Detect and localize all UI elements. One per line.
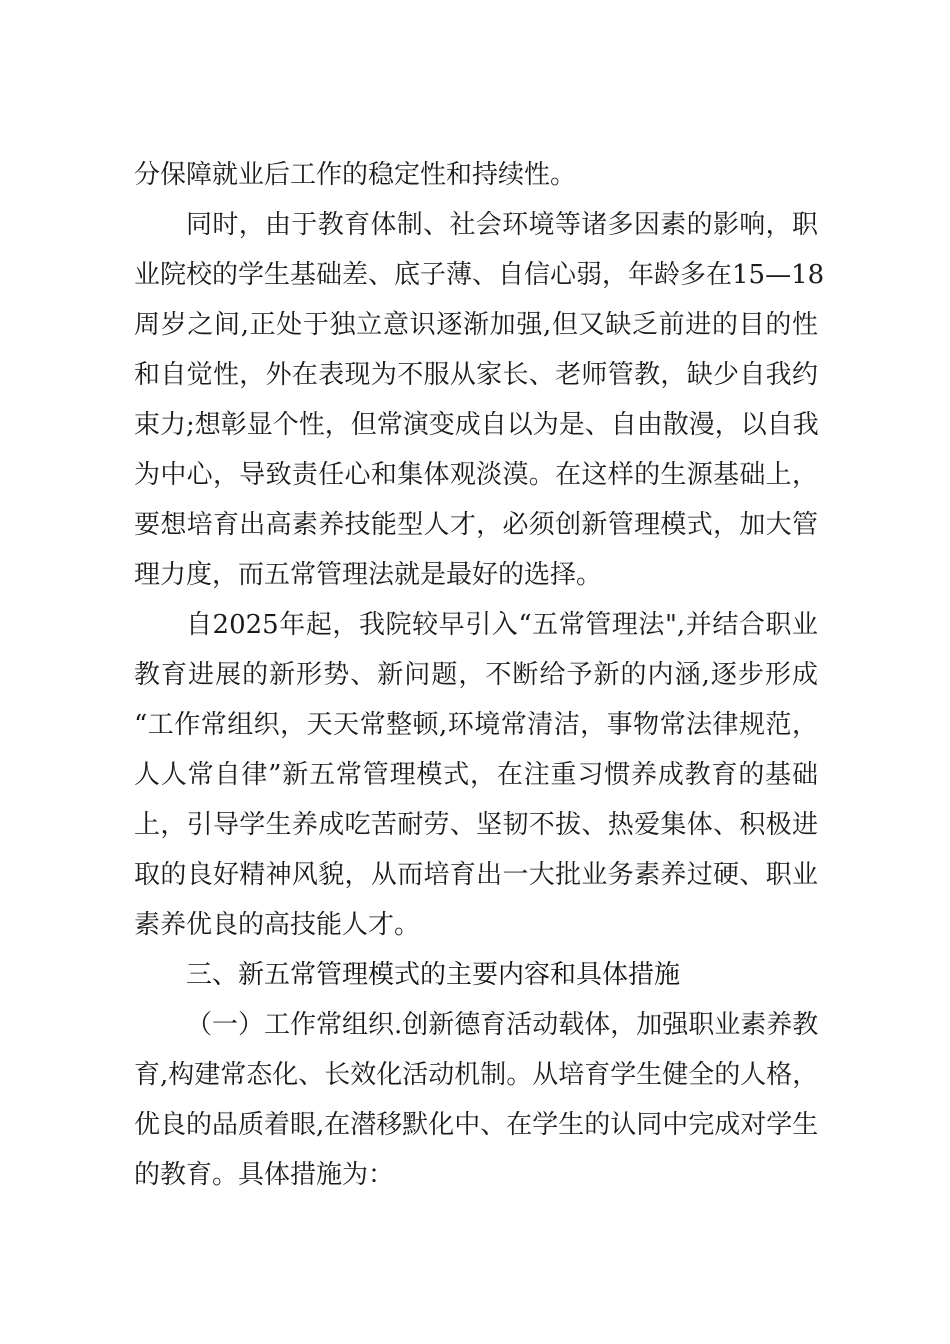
paragraph-line: 教育进展的新形势、新问题，不断给予新的内涵,逐步形成 (134, 660, 818, 690)
paragraph-line: “工作常组织，天天常整顿,环境常清洁，事物常法律规范， (134, 710, 818, 740)
paragraph-line: 为中心，导致责任心和集体观淡漠。在这样的生源基础上， (134, 460, 818, 490)
paragraph-line: 优良的品质着眼,在潜移默化中、在学生的认同中完成对学生 (134, 1110, 819, 1140)
paragraph-line: 周岁之间,正处于独立意识逐渐加强,但又缺乏前进的目的性 (134, 310, 818, 340)
paragraph-line: 的教育。具体措施为： (134, 1160, 395, 1190)
section-heading: 三、新五常管理模式的主要内容和具体措施 (186, 960, 681, 990)
paragraph-line: 和自觉性，外在表现为不服从家长、老师管教，缺少自我约 (134, 360, 818, 390)
paragraph-line: 取的良好精神风貌，从而培育出一大批业务素养过硬、职业 (134, 860, 818, 890)
paragraph-line: 同时，由于教育体制、社会环境等诸多因素的影响，职 (186, 210, 818, 240)
paragraph-line: 业院校的学生基础差、底子薄、自信心弱，年龄多在15—18 (134, 260, 825, 290)
paragraph-line: 上，引导学生养成吃苦耐劳、坚韧不拔、热爱集体、积极进 (134, 810, 818, 840)
paragraph-line: 人人常自律”新五常管理模式，在注重习惯养成教育的基础 (134, 760, 818, 790)
paragraph-line: 育,构建常态化、长效化活动机制。从培育学生健全的人格， (134, 1060, 819, 1090)
paragraph-line: 束力;想彰显个性，但常演变成自以为是、自由散漫，以自我 (134, 410, 819, 440)
paragraph-line: 自2025年起，我院较早引入“五常管理法",并结合职业 (186, 610, 818, 640)
paragraph-line: 要想培育出高素养技能型人才，必须创新管理模式，加大管 (134, 510, 818, 540)
paragraph-line: 理力度，而五常管理法就是最好的选择。 (134, 560, 603, 590)
paragraph-line: （一）工作常组织.创新德育活动载体，加强职业素养教 (186, 1010, 819, 1040)
paragraph-line: 素养优良的高技能人才。 (134, 910, 421, 940)
paragraph-line: 分保障就业后工作的稳定性和持续性。 (134, 160, 577, 190)
